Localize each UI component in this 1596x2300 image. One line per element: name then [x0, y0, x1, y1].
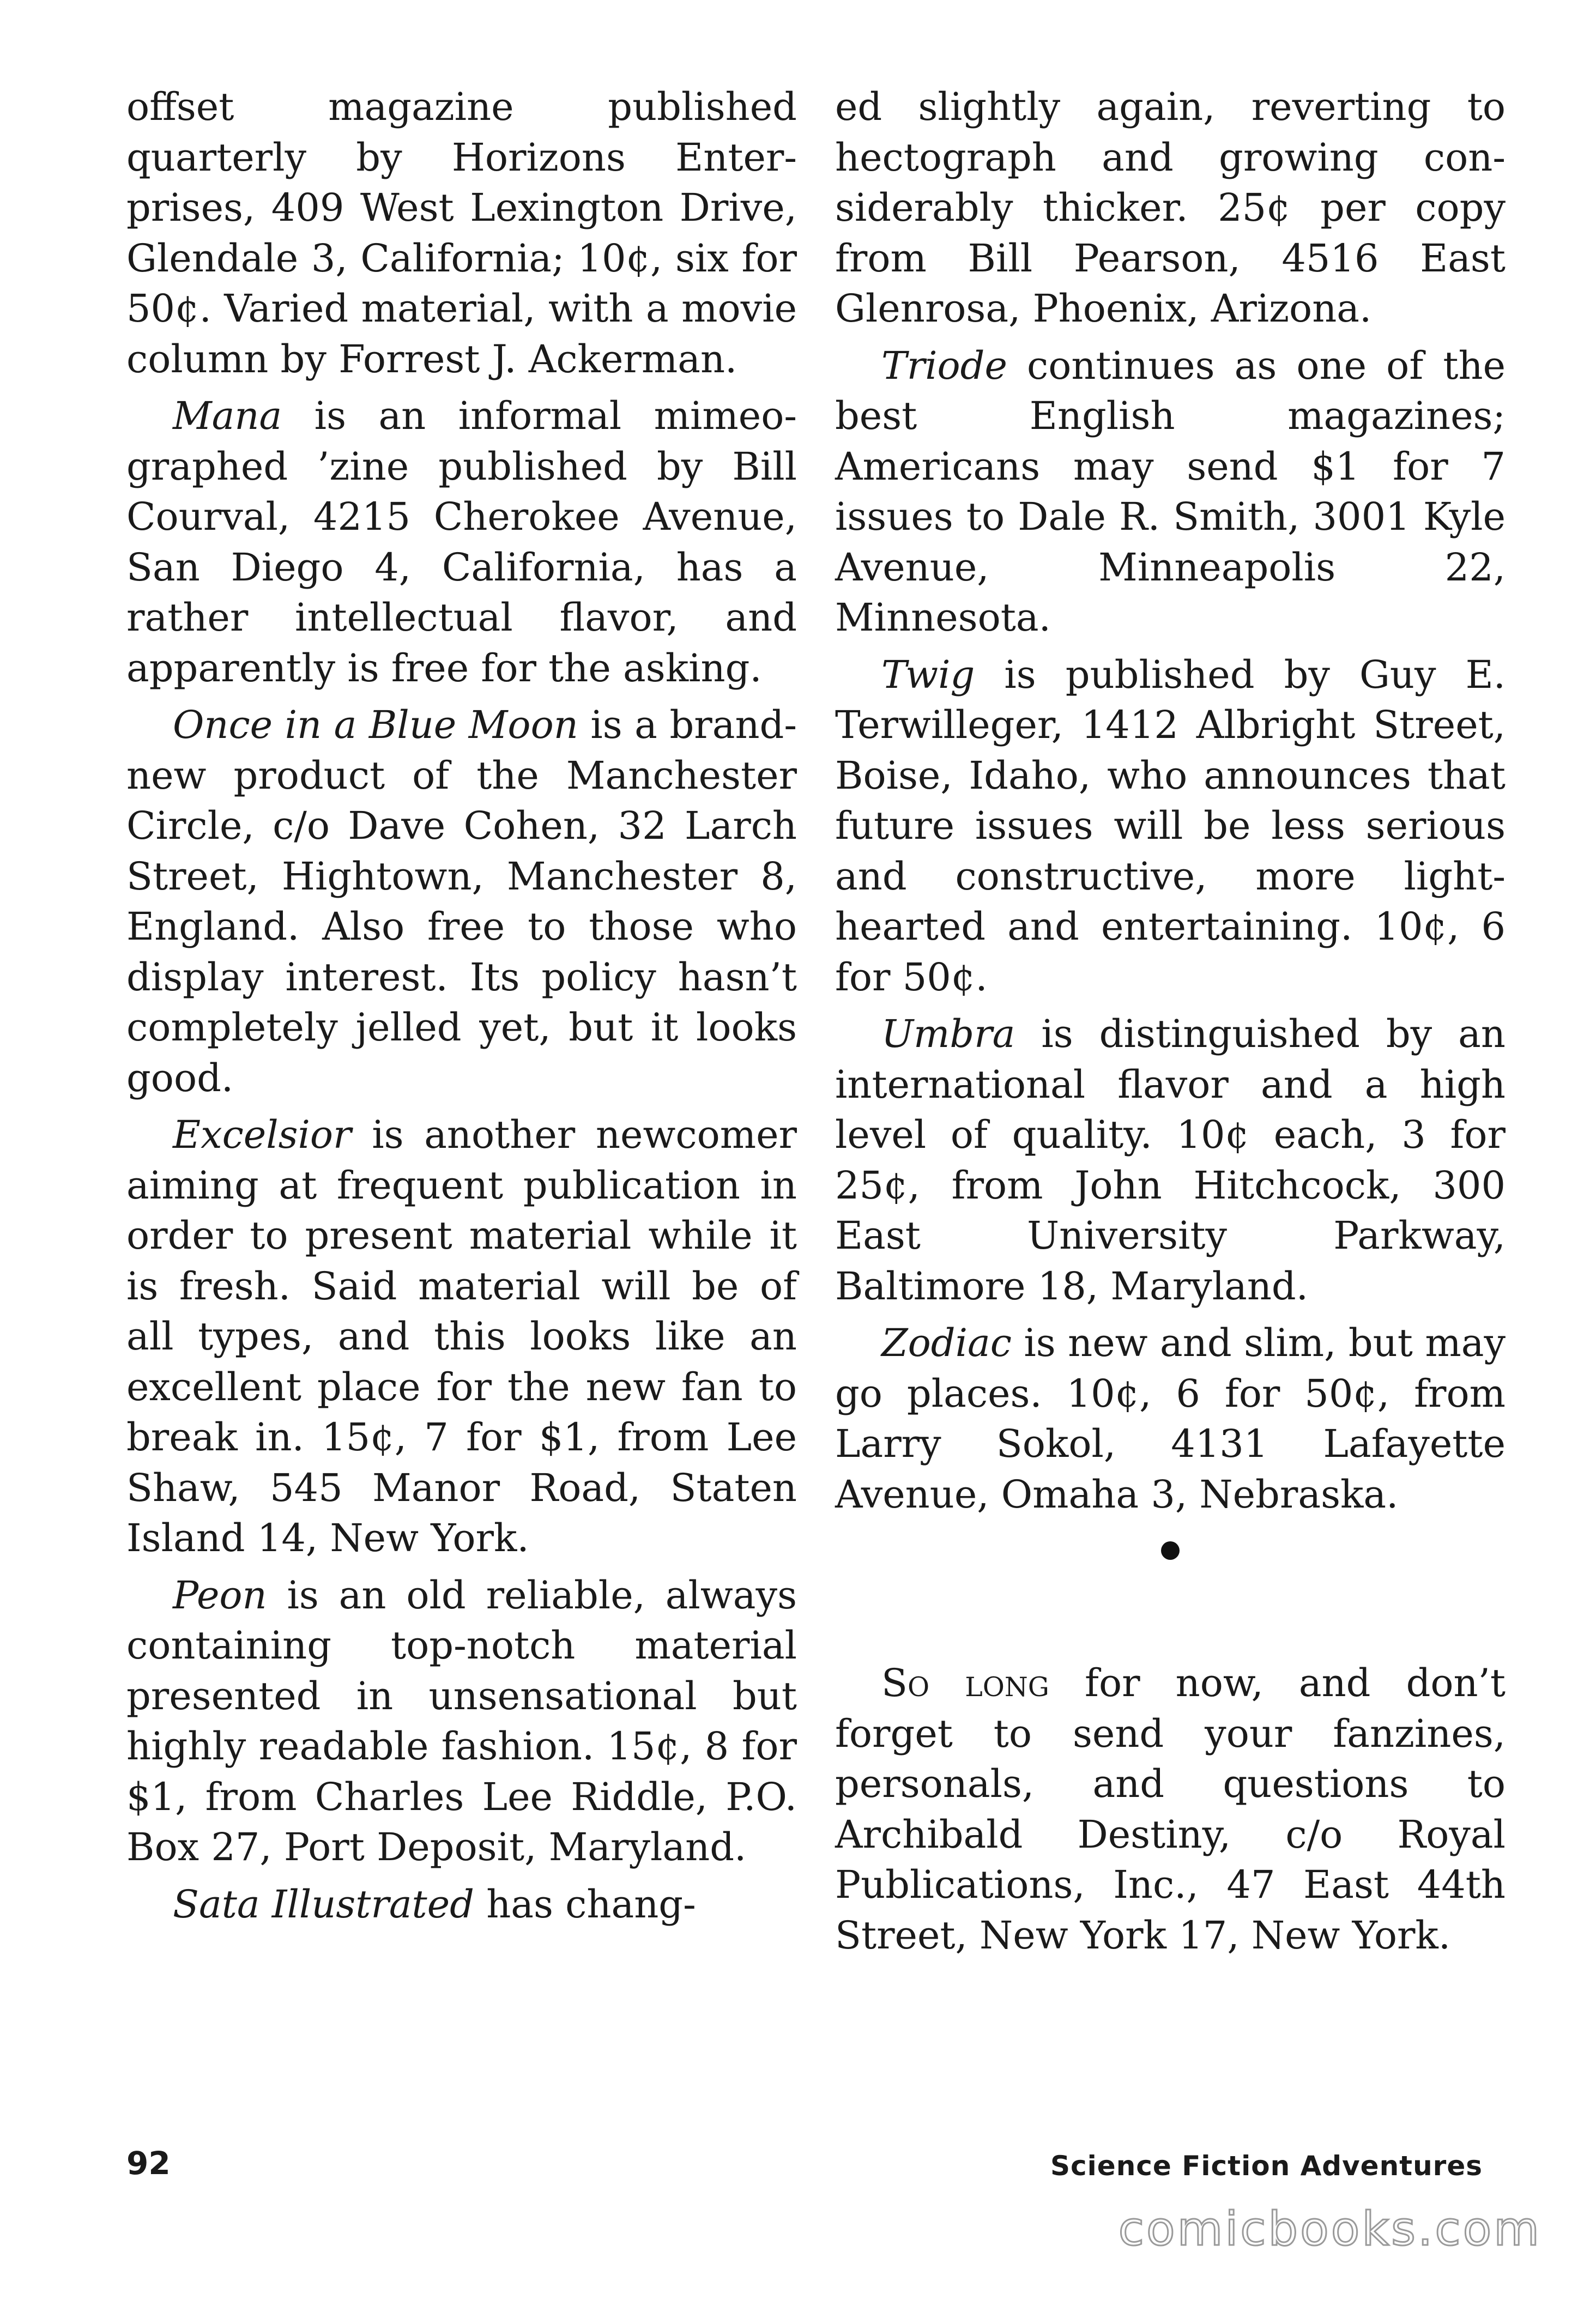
paragraph-sata-illustrated — [126, 1879, 797, 1930]
paragraph-peon — [126, 1570, 797, 1873]
paragraph-text: ed slightly again, reverting to hectograph and growing considerably thicker. 25¢ per copy from Bill Pearson, 4516 East Glenrosa, Phoenix, Arizona. — [835, 84, 1506, 331]
paragraph-text: continues as one of the best English magazines; Americans may send $1 for 7 issues to Dale R. Smith, 3001 Kyle Avenue, Minneapolis 22, Minnesota. — [835, 343, 1506, 640]
paragraph-text: is new and slim, but may go places. 10¢, 6 for 50¢, from Larry Sokol, 4131 Lafayette Avenue, Omaha 3, Nebraska. — [835, 1321, 1506, 1517]
paragraph-text: is distinguished by an international flavor and a high level of quality. 10¢ each, 3 for 25¢, from John Hitchcock, 300 East University Parkway, Baltimore 18, Maryland. — [835, 1012, 1506, 1309]
fanzine-title-excelsior: Excelsior — [173, 1112, 352, 1157]
fanzine-title-twig: Twig — [881, 652, 975, 697]
left-column — [126, 82, 797, 1936]
closing-lead-words: So long — [881, 1661, 1049, 1705]
paragraph-once-in-a-blue-moon — [126, 700, 797, 1103]
fanzine-title-triode: Triode — [881, 343, 1007, 388]
paragraph-text: for now, and don’t forget to send your fanzines, personals, and questions to Archibald Destiny, c/o Royal Publications, Inc., 47 East 44th Street, New York 17, New York. — [835, 1661, 1506, 1958]
paragraph-sata-illustrated-continued — [835, 82, 1506, 334]
fanzine-title-once-in-a-blue-moon: Once in a Blue Moon — [173, 703, 578, 747]
paragraph-umbra — [835, 1009, 1506, 1311]
paragraph-text: offset magazine published quarterly by Horizons Enterprises, 409 West Lexington Drive, Glendale 3, California; 10¢, six for 50¢. Varied material, with a movie column by Forrest J. Ackerman. — [126, 84, 797, 382]
fanzine-title-peon: Peon — [173, 1572, 267, 1618]
section-divider-bullet-icon — [1161, 1541, 1180, 1560]
paragraph-twig — [835, 650, 1506, 1003]
watermark: comicbooks.com — [1118, 2202, 1541, 2256]
fanzine-title-zodiac: Zodiac — [881, 1321, 1012, 1365]
right-column — [835, 82, 1506, 1967]
paragraph-text: is another newcomer aiming at frequent publication in order to present material while it is fresh. Said material will be of all types, and this looks like an excellent place for the new fan to break in. 15¢, 7 for $1, from Lee Shaw, 545 Manor Road, Staten Island 14, New York. — [126, 1112, 797, 1560]
running-title: Science Fiction Adventures — [1050, 2150, 1483, 2182]
paragraph-text: is published by Guy E. Terwilleger, 1412 Albright Street, Boise, Idaho, who announces that future issues will be less serious and constructive, more light-hearted and entertaining. 10¢, 6 for 50¢. — [835, 652, 1506, 1000]
fanzine-title-mana: Mana — [173, 394, 282, 438]
paragraph-text: is an informal mimeographed ’zine published by Bill Courval, 4215 Cherokee Avenue, San Diego 4, California, has a rather intellectual flavor, and apparently is free for the asking. — [126, 394, 797, 691]
page-number: 92 — [126, 2145, 171, 2182]
paragraph-text: is a brand-new product of the Manchester Circle, c/o Dave Cohen, 32 Larch Street, Hightown, Manchester 8, England. Also free to those who display interest. Its policy hasn’t completely jelled yet, but it looks good. — [126, 703, 797, 1100]
paragraph-excelsior — [126, 1110, 797, 1564]
paragraph-zodiac — [835, 1318, 1506, 1520]
paragraph-closing — [835, 1658, 1506, 1960]
paragraph-text: has chang- — [474, 1881, 696, 1927]
paragraph-horizons-continued — [126, 82, 797, 384]
fanzine-title-sata-illustrated: Sata Illustrated — [173, 1881, 474, 1927]
fanzine-title-umbra: Umbra — [881, 1012, 1015, 1056]
paragraph-mana — [126, 391, 797, 693]
paragraph-triode — [835, 341, 1506, 643]
paragraph-text: is an old reliable, always containing top-notch material presented in unsensational but highly readable fashion. 15¢, 8 for $1, from Charles Lee Riddle, P.O. Box 27, Port Deposit, Maryland. — [126, 1572, 797, 1869]
